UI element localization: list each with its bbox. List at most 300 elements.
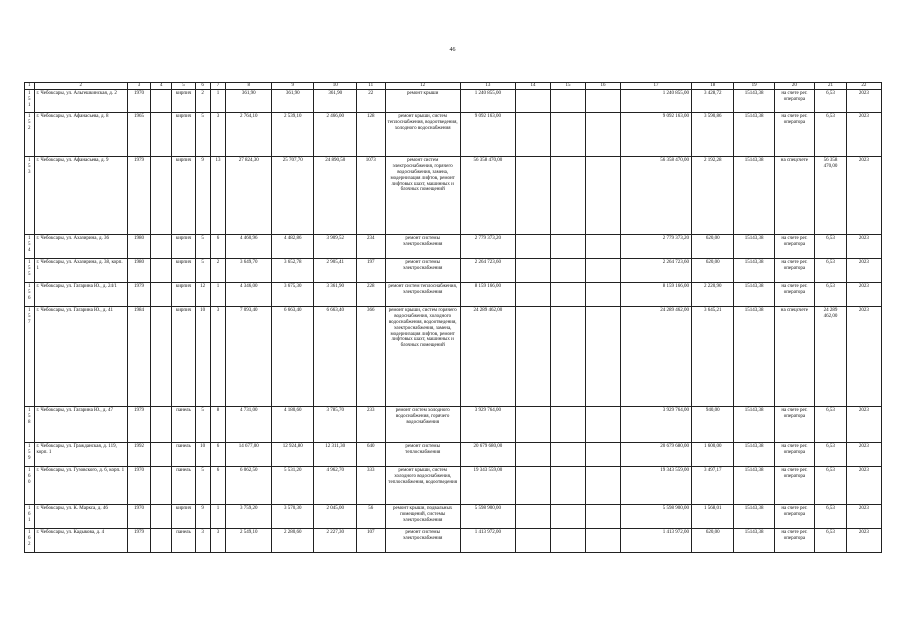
total-area-cell: 27 824,30	[226, 157, 272, 235]
living-area-cell: 5 531,20	[272, 467, 314, 505]
specific-cost-cell: 940,00	[692, 407, 734, 443]
empty-cell	[550, 90, 585, 113]
year-planned-cell: 2023	[846, 307, 881, 407]
fund-cost-cell: 8 159 166,00	[620, 283, 691, 307]
table-row	[25, 90, 882, 113]
living-area-cell: 2 280,60	[272, 529, 314, 553]
living-area-cell: 3 652,78	[272, 259, 314, 283]
year-planned-cell: 2023	[846, 505, 881, 529]
table-row	[25, 259, 882, 283]
column-number: 7	[210, 83, 226, 90]
floors-cell: 5	[195, 113, 210, 157]
max-cost-cell: 15143,38	[734, 505, 774, 529]
area-cell: 4 962,70	[314, 467, 356, 505]
works-list-cell: ремонт систем теплоснабжения, электроснабжения	[385, 283, 460, 307]
living-area-cell: 6 663,40	[272, 307, 314, 407]
address-cell: г. Чебоксары, ул. К. Маркса, д. 46	[34, 505, 127, 529]
year-planned-cell: 2023	[846, 235, 881, 259]
floors-cell: 5	[195, 467, 210, 505]
empty-cell	[151, 235, 172, 259]
fund-method-cell: на спецсчете	[774, 307, 814, 407]
total-area-cell: 3 759,20	[226, 505, 272, 529]
fund-method-cell: на счете рег. оператора	[774, 443, 814, 467]
fund-method-cell: на счете рег. оператора	[774, 259, 814, 283]
year-planned-cell: 2023	[846, 259, 881, 283]
works-list-cell: ремонт системы электроснабжения	[385, 529, 460, 553]
max-cost-cell: 15143,38	[734, 283, 774, 307]
fund-cost-cell: 3 929 764,00	[620, 407, 691, 443]
address-cell: г. Чебоксары, ул. Афанасьева, д. 9	[34, 157, 127, 235]
year-built-cell: 1992	[127, 443, 150, 467]
empty-cell	[151, 90, 172, 113]
column-number: 17	[620, 83, 691, 90]
specific-cost-cell: 2 220,90	[692, 283, 734, 307]
living-area-cell: 4 180,60	[272, 407, 314, 443]
total-cost-cell: 56 358 470,00	[460, 157, 515, 235]
column-number: 16	[585, 83, 620, 90]
address-cell: г. Чебоксары, ул. Альгешкинская, д. 2	[34, 90, 127, 113]
entrances-cell: 3	[210, 529, 226, 553]
wall-material-cell: кирпич	[172, 505, 195, 529]
table-row	[25, 307, 882, 407]
fund-method-cell: на счете рег. оператора	[774, 505, 814, 529]
wall-material-cell: панель	[172, 443, 195, 467]
rate-cell: 6,53	[815, 113, 847, 157]
total-area-cell: 2 764,10	[226, 113, 272, 157]
works-list-cell: ремонт системы электроснабжения	[385, 235, 460, 259]
table-row	[25, 407, 882, 443]
rate-cell: 6,53	[815, 283, 847, 307]
empty-cell	[550, 235, 585, 259]
address-cell: г. Чебоксары, ул. Гузовского, д. 6, корп. 1	[34, 467, 127, 505]
total-cost-cell: 2 779 373,20	[460, 235, 515, 259]
entrances-cell: 1	[210, 283, 226, 307]
column-number: 22	[846, 83, 881, 90]
year-planned-cell: 2023	[846, 283, 881, 307]
entrances-cell: 1	[210, 505, 226, 529]
column-number: 10	[314, 83, 356, 90]
fund-method-cell: на счете рег. оператора	[774, 529, 814, 553]
column-number: 19	[734, 83, 774, 90]
residents-cell: 197	[356, 259, 385, 283]
entrances-cell: 6	[210, 467, 226, 505]
table-row	[25, 467, 882, 505]
empty-cell	[585, 505, 620, 529]
max-cost-cell: 15143,38	[734, 235, 774, 259]
year-built-cell: 1979	[127, 283, 150, 307]
address-cell: г. Чебоксары, ул. Ахазирина, д. 38, корп. 1	[34, 259, 127, 283]
page-number: 46	[449, 47, 456, 53]
empty-cell	[550, 529, 585, 553]
wall-material-cell: панель	[172, 467, 195, 505]
empty-cell	[151, 157, 172, 235]
column-number: 18	[692, 83, 734, 90]
table-row	[25, 505, 882, 529]
entrances-cell: 2	[210, 259, 226, 283]
area-cell: 3 361,90	[314, 283, 356, 307]
entrances-cell: 6	[210, 443, 226, 467]
table-row	[25, 235, 882, 259]
floors-cell: 10	[195, 443, 210, 467]
living-area-cell: 25 707,70	[272, 157, 314, 235]
residents-cell: 366	[356, 307, 385, 407]
table-row	[25, 443, 882, 467]
empty-cell	[585, 467, 620, 505]
total-cost-cell: 1 413 972,00	[460, 529, 515, 553]
specific-cost-cell: 3 497,17	[692, 467, 734, 505]
empty-cell	[550, 113, 585, 157]
fund-cost-cell: 5 598 900,00	[620, 505, 691, 529]
address-cell: г. Чебоксары, ул. Афанасьева, д. 8	[34, 113, 127, 157]
rate-cell: 6,53	[815, 259, 847, 283]
table-row	[25, 113, 882, 157]
living-area-cell: 2 539,10	[272, 113, 314, 157]
floors-cell: 9	[195, 505, 210, 529]
fund-cost-cell: 9 092 163,00	[620, 113, 691, 157]
year-planned-cell: 2023	[846, 467, 881, 505]
floors-cell: 10	[195, 307, 210, 407]
area-cell: 12 311,30	[314, 443, 356, 467]
row-number: 151	[25, 90, 35, 113]
year-planned-cell: 2023	[846, 90, 881, 113]
empty-cell	[515, 505, 550, 529]
total-area-cell: 4 731,00	[226, 407, 272, 443]
works-list-cell: ремонт системы теплоснабжения	[385, 443, 460, 467]
fund-cost-cell: 1 240 855,00	[620, 90, 691, 113]
column-number: 15	[550, 83, 585, 90]
year-built-cell: 1979	[127, 529, 150, 553]
row-number: 153	[25, 157, 35, 235]
table-row	[25, 283, 882, 307]
rate-cell: 6,53	[815, 529, 847, 553]
empty-cell	[550, 283, 585, 307]
residents-cell: 640	[356, 443, 385, 467]
rate-cell: 6,53	[815, 443, 847, 467]
empty-cell	[550, 259, 585, 283]
wall-material-cell: кирпич	[172, 90, 195, 113]
works-list-cell: ремонт крыши, систем горячего водоснабжения, холодного водоснабжения, водоотведения, электроснабжения, замена, модернизация лифтов, ремонт лифтовых шахт, машинных и блочных помещений	[385, 307, 460, 407]
max-cost-cell: 15143,38	[734, 259, 774, 283]
wall-material-cell: кирпич	[172, 235, 195, 259]
empty-cell	[585, 283, 620, 307]
column-number: 20	[774, 83, 814, 90]
fund-method-cell: на счете рег. оператора	[774, 113, 814, 157]
total-cost-cell: 5 598 900,00	[460, 505, 515, 529]
year-built-cell: 1965	[127, 113, 150, 157]
capital-repair-table	[24, 82, 882, 553]
fund-cost-cell: 19 343 559,00	[620, 467, 691, 505]
address-cell: г. Чебоксары, ул. Ахазирина, д. 36	[34, 235, 127, 259]
fund-method-cell: на счете рег. оператора	[774, 235, 814, 259]
total-area-cell: 3 649,70	[226, 259, 272, 283]
area-cell: 6 663,40	[314, 307, 356, 407]
floors-cell: 5	[195, 259, 210, 283]
empty-cell	[585, 113, 620, 157]
residents-cell: 107	[356, 529, 385, 553]
empty-cell	[151, 113, 172, 157]
column-number: 9	[272, 83, 314, 90]
specific-cost-cell: 620,00	[692, 529, 734, 553]
specific-cost-cell: 2 192,28	[692, 157, 734, 235]
total-area-cell: 4 460,96	[226, 235, 272, 259]
residents-cell: 128	[356, 113, 385, 157]
row-number: 154	[25, 235, 35, 259]
entrances-cell: 3	[210, 113, 226, 157]
specific-cost-cell: 1 600,00	[692, 443, 734, 467]
empty-cell	[515, 307, 550, 407]
works-list-cell: ремонт систем холодного водоснабжения, горячего водоснабжения	[385, 407, 460, 443]
wall-material-cell: кирпич	[172, 157, 195, 235]
rate-cell: 56 358 470,00	[815, 157, 847, 235]
entrances-cell: 6	[210, 235, 226, 259]
address-cell: г. Чебоксары, ул. Гагарина Ю., д. 24/1	[34, 283, 127, 307]
year-built-cell: 1980	[127, 235, 150, 259]
max-cost-cell: 15143,38	[734, 307, 774, 407]
row-number: 155	[25, 259, 35, 283]
residents-cell: 234	[356, 235, 385, 259]
fund-cost-cell: 20 679 680,00	[620, 443, 691, 467]
entrances-cell: 13	[210, 157, 226, 235]
fund-method-cell: на спецсчете	[774, 157, 814, 235]
year-built-cell: 1970	[127, 467, 150, 505]
empty-cell	[151, 407, 172, 443]
empty-cell	[585, 443, 620, 467]
row-number: 158	[25, 407, 35, 443]
residents-cell: 233	[356, 407, 385, 443]
living-area-cell: 361,90	[272, 90, 314, 113]
max-cost-cell: 15143,38	[734, 113, 774, 157]
works-list-cell: ремонт крыши, систем холодного водоснабжения, теплоснабжения, водоотведения	[385, 467, 460, 505]
total-area-cell: 6 062,50	[226, 467, 272, 505]
floors-cell: 5	[195, 407, 210, 443]
empty-cell	[151, 529, 172, 553]
column-number: 13	[460, 83, 515, 90]
empty-cell	[550, 307, 585, 407]
empty-cell	[585, 157, 620, 235]
max-cost-cell: 15143,38	[734, 529, 774, 553]
empty-cell	[550, 505, 585, 529]
living-area-cell: 3 570,30	[272, 505, 314, 529]
empty-cell	[585, 529, 620, 553]
column-number: 5	[172, 83, 195, 90]
area-cell: 24 890,50	[314, 157, 356, 235]
rate-cell: 24 289 462,00	[815, 307, 847, 407]
empty-cell	[550, 157, 585, 235]
area-cell: 2 045,00	[314, 505, 356, 529]
row-number: 161	[25, 505, 35, 529]
fund-method-cell: на счете рег. оператора	[774, 90, 814, 113]
row-number: 160	[25, 467, 35, 505]
specific-cost-cell: 3 590,86	[692, 113, 734, 157]
table-row	[25, 157, 882, 235]
living-area-cell: 3 675,30	[272, 283, 314, 307]
empty-cell	[515, 90, 550, 113]
total-area-cell: 14 677,00	[226, 443, 272, 467]
empty-cell	[151, 283, 172, 307]
works-list-cell: ремонт крыши, систем теплоснабжения, водоотведения, холодного водоснабжения	[385, 113, 460, 157]
row-number: 162	[25, 529, 35, 553]
fund-cost-cell: 2 779 373,20	[620, 235, 691, 259]
works-list-cell: ремонт крыши	[385, 90, 460, 113]
fund-cost-cell: 1 413 972,00	[620, 529, 691, 553]
empty-cell	[585, 307, 620, 407]
max-cost-cell: 15143,38	[734, 407, 774, 443]
column-number: 2	[34, 83, 127, 90]
empty-cell	[151, 467, 172, 505]
wall-material-cell: панель	[172, 529, 195, 553]
empty-cell	[585, 407, 620, 443]
entrances-cell: 3	[210, 307, 226, 407]
total-cost-cell: 9 092 163,00	[460, 113, 515, 157]
column-number: 21	[815, 83, 847, 90]
area-cell: 3 785,70	[314, 407, 356, 443]
fund-cost-cell: 2 264 723,60	[620, 259, 691, 283]
area-cell: 361,90	[314, 90, 356, 113]
year-planned-cell: 2023	[846, 407, 881, 443]
living-area-cell: 4 482,86	[272, 235, 314, 259]
fund-method-cell: на счете рег. оператора	[774, 283, 814, 307]
empty-cell	[515, 283, 550, 307]
fund-cost-cell: 24 289 462,00	[620, 307, 691, 407]
empty-cell	[550, 467, 585, 505]
column-number: 11	[356, 83, 385, 90]
year-planned-cell: 2023	[846, 443, 881, 467]
floors-cell: 3	[195, 529, 210, 553]
empty-cell	[515, 259, 550, 283]
empty-cell	[515, 407, 550, 443]
total-cost-cell: 2 264 723,60	[460, 259, 515, 283]
year-planned-cell: 2023	[846, 157, 881, 235]
rate-cell: 6,53	[815, 505, 847, 529]
column-number: 3	[127, 83, 150, 90]
column-number: 12	[385, 83, 460, 90]
year-built-cell: 1970	[127, 505, 150, 529]
table-row	[25, 529, 882, 553]
empty-cell	[585, 90, 620, 113]
column-number: 8	[226, 83, 272, 90]
rate-cell: 6,53	[815, 235, 847, 259]
works-list-cell: ремонт системы электроснабжения	[385, 259, 460, 283]
area-cell: 2 227,30	[314, 529, 356, 553]
floors-cell: 9	[195, 157, 210, 235]
year-built-cell: 1979	[127, 157, 150, 235]
floors-cell: 2	[195, 90, 210, 113]
fund-method-cell: на счете рег. оператора	[774, 407, 814, 443]
empty-cell	[515, 443, 550, 467]
area-cell: 2 466,00	[314, 113, 356, 157]
empty-cell	[515, 529, 550, 553]
empty-cell	[515, 113, 550, 157]
total-area-cell: 2 549,10	[226, 529, 272, 553]
row-number: 159	[25, 443, 35, 467]
fund-cost-cell: 56 358 470,00	[620, 157, 691, 235]
area-cell: 2 905,41	[314, 259, 356, 283]
total-cost-cell: 24 289 462,00	[460, 307, 515, 407]
total-cost-cell: 20 679 680,00	[460, 443, 515, 467]
max-cost-cell: 15143,38	[734, 467, 774, 505]
empty-cell	[585, 235, 620, 259]
total-area-cell: 4 346,00	[226, 283, 272, 307]
address-cell: г. Чебоксары, ул. Гагарина Ю., д. 41	[34, 307, 127, 407]
total-area-cell: 361,90	[226, 90, 272, 113]
residents-cell: 22	[356, 90, 385, 113]
entrances-cell: 1	[210, 90, 226, 113]
wall-material-cell: кирпич	[172, 283, 195, 307]
empty-cell	[515, 157, 550, 235]
rate-cell: 6,53	[815, 407, 847, 443]
empty-cell	[585, 259, 620, 283]
empty-cell	[550, 443, 585, 467]
empty-cell	[151, 307, 172, 407]
address-cell: г. Чебоксары, ул. Гагарина Ю., д. 47	[34, 407, 127, 443]
max-cost-cell: 15143,38	[734, 443, 774, 467]
works-list-cell: ремонт крыши, подвальных помещений, системы электроснабжения	[385, 505, 460, 529]
row-number: 156	[25, 283, 35, 307]
specific-cost-cell: 3 645,21	[692, 307, 734, 407]
total-area-cell: 7 093,40	[226, 307, 272, 407]
fund-method-cell: на счете рег. оператора	[774, 467, 814, 505]
row-number: 152	[25, 113, 35, 157]
column-number: 4	[151, 83, 172, 90]
column-numbers-row	[25, 83, 882, 90]
max-cost-cell: 15143,38	[734, 90, 774, 113]
column-number: 14	[515, 83, 550, 90]
address-cell: г. Чебоксары, ул. Кадыкова, д. 4	[34, 529, 127, 553]
total-cost-cell: 19 343 559,00	[460, 467, 515, 505]
total-cost-cell: 3 929 764,00	[460, 407, 515, 443]
living-area-cell: 12 924,80	[272, 443, 314, 467]
specific-cost-cell: 620,00	[692, 259, 734, 283]
column-number: 6	[195, 83, 210, 90]
empty-cell	[515, 467, 550, 505]
year-built-cell: 1970	[127, 90, 150, 113]
empty-cell	[151, 443, 172, 467]
column-number: 1	[25, 83, 35, 90]
wall-material-cell: кирпич	[172, 113, 195, 157]
total-cost-cell: 1 240 855,00	[460, 90, 515, 113]
wall-material-cell: кирпич	[172, 307, 195, 407]
area-cell: 3 909,52	[314, 235, 356, 259]
floors-cell: 5	[195, 235, 210, 259]
row-number: 157	[25, 307, 35, 407]
empty-cell	[151, 259, 172, 283]
specific-cost-cell: 3 428,72	[692, 90, 734, 113]
year-planned-cell: 2023	[846, 113, 881, 157]
empty-cell	[550, 407, 585, 443]
entrances-cell: 8	[210, 407, 226, 443]
year-built-cell: 1980	[127, 259, 150, 283]
wall-material-cell: панель	[172, 407, 195, 443]
specific-cost-cell: 1 568,01	[692, 505, 734, 529]
wall-material-cell: кирпич	[172, 259, 195, 283]
empty-cell	[151, 505, 172, 529]
max-cost-cell: 15143,38	[734, 157, 774, 235]
specific-cost-cell: 620,00	[692, 235, 734, 259]
residents-cell: 228	[356, 283, 385, 307]
floors-cell: 12	[195, 283, 210, 307]
residents-cell: 56	[356, 505, 385, 529]
works-list-cell: ремонт систем электроснабжения, горячего водоснабжения, замена, модернизация лифтов, ремонт лифтовых шахт, машинных и блочных помещений	[385, 157, 460, 235]
address-cell: г. Чебоксары, ул. Гражданская, д. 119, корп. 1	[34, 443, 127, 467]
year-built-cell: 1979	[127, 407, 150, 443]
rate-cell: 6,53	[815, 90, 847, 113]
rate-cell: 6,53	[815, 467, 847, 505]
year-built-cell: 1984	[127, 307, 150, 407]
total-cost-cell: 8 159 166,00	[460, 283, 515, 307]
year-planned-cell: 2023	[846, 529, 881, 553]
residents-cell: 333	[356, 467, 385, 505]
empty-cell	[515, 235, 550, 259]
